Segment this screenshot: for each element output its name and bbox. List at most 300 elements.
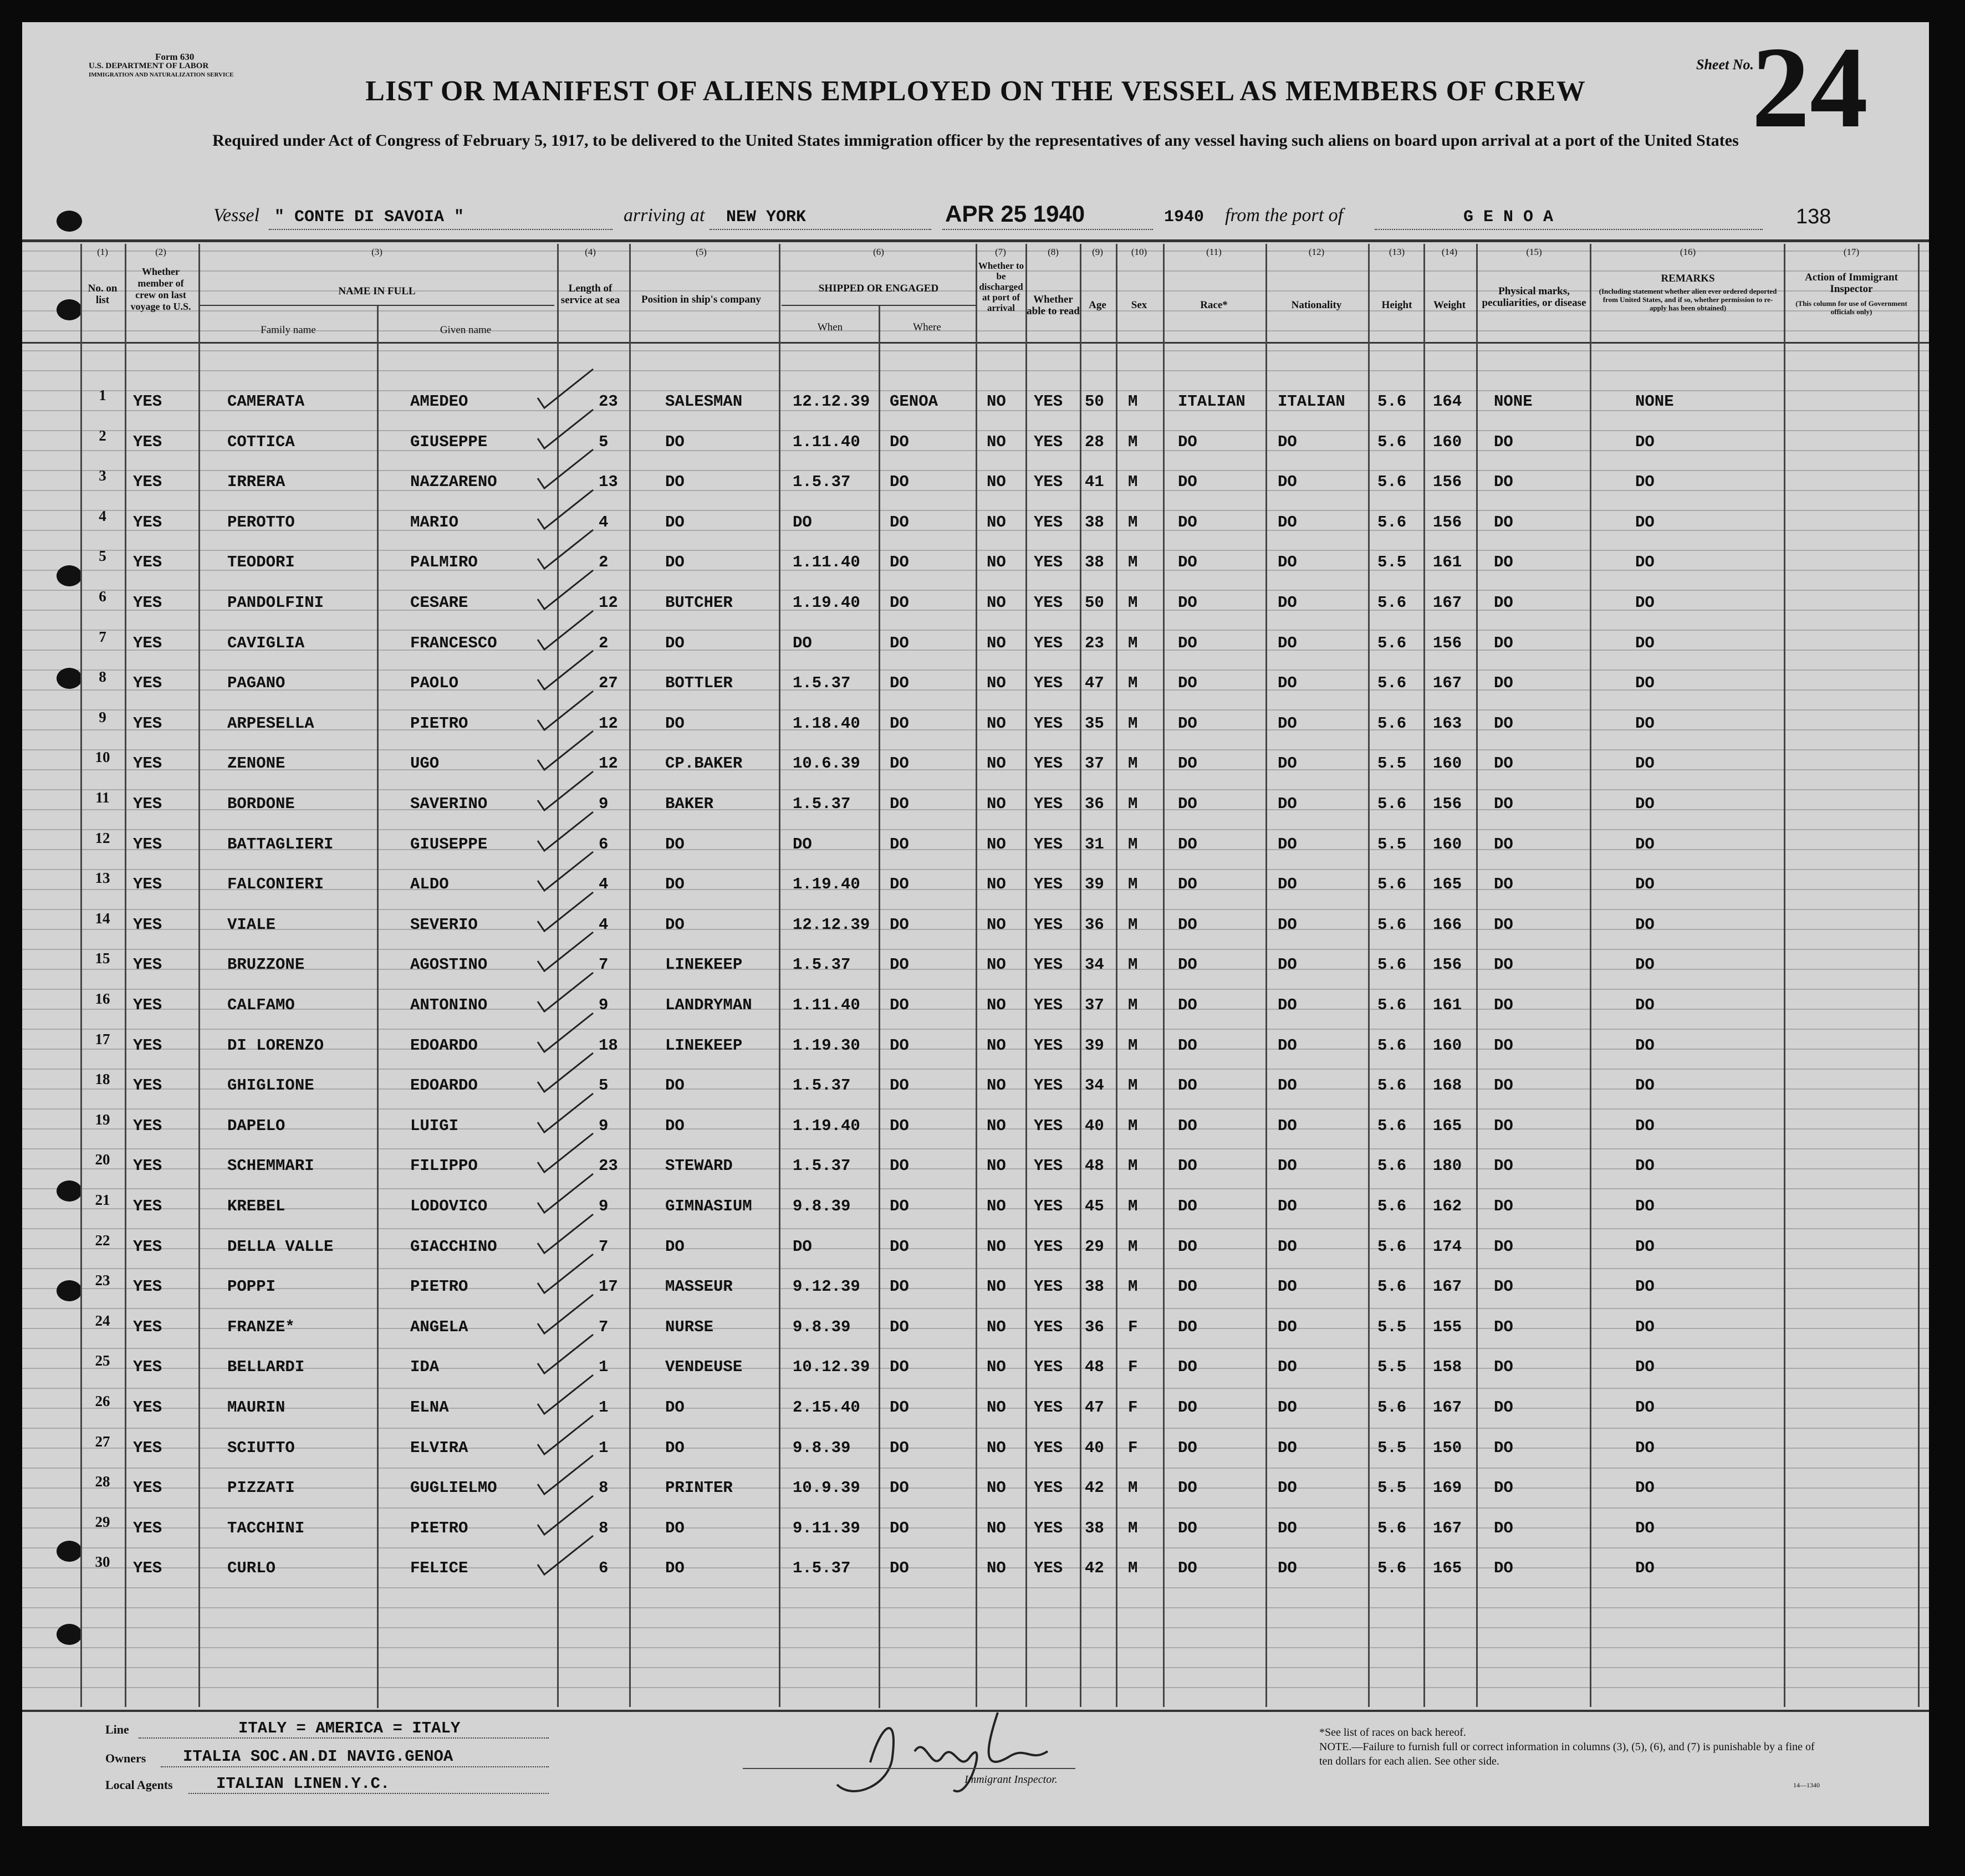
cell-service: 8 xyxy=(599,1519,609,1537)
cell-race: DO xyxy=(1178,795,1197,813)
cell-read: YES xyxy=(1034,1519,1063,1537)
cell-remarks: DO xyxy=(1635,1479,1655,1497)
cell-height: 5.6 xyxy=(1377,433,1407,451)
cell-family: DAPELO xyxy=(227,1117,285,1135)
cell-nationality: DO xyxy=(1278,674,1297,692)
cell-sex: M xyxy=(1128,875,1138,893)
cell-discharged: NO xyxy=(987,1358,1006,1376)
cell-position: LANDRYMAN xyxy=(665,996,752,1014)
cell-height: 5.6 xyxy=(1377,875,1407,893)
cell-race: DO xyxy=(1178,1559,1197,1577)
arriving-label: arriving at xyxy=(624,205,705,226)
cell-remarks: DO xyxy=(1635,1197,1655,1215)
cell-race: DO xyxy=(1178,996,1197,1014)
cell-position: DO xyxy=(665,1398,685,1417)
cell-discharged: NO xyxy=(987,553,1006,571)
cell-height: 5.5 xyxy=(1377,553,1407,571)
cell-when: 10.12.39 xyxy=(793,1358,870,1376)
cell-service: 2 xyxy=(599,634,609,652)
row-number: 5 xyxy=(99,548,106,564)
cell-read: YES xyxy=(1034,1076,1063,1095)
cell-family: BORDONE xyxy=(227,795,295,813)
cell-position: DO xyxy=(665,1117,685,1135)
row-number: 6 xyxy=(99,588,106,605)
cell-height: 5.6 xyxy=(1377,473,1407,491)
cell-when: 1.19.40 xyxy=(793,875,860,893)
cell-service: 18 xyxy=(599,1036,618,1055)
cell-read: YES xyxy=(1034,1439,1063,1457)
cell-when: 9.8.39 xyxy=(793,1197,851,1215)
cell-height: 5.6 xyxy=(1377,634,1407,652)
cell-family: FALCONIERI xyxy=(227,875,324,893)
cell-physical: DO xyxy=(1494,433,1513,451)
cell-discharged: NO xyxy=(987,1277,1006,1296)
cell-remarks: DO xyxy=(1635,1519,1655,1537)
cell-age: 34 xyxy=(1085,955,1104,974)
cell-given: ALDO xyxy=(410,875,449,893)
cell-family: POPPI xyxy=(227,1277,276,1296)
cell-discharged: NO xyxy=(987,1439,1006,1457)
cell-physical: DO xyxy=(1494,1076,1513,1095)
cell-service: 5 xyxy=(599,1076,609,1095)
cell-physical: DO xyxy=(1494,1439,1513,1457)
cell-position: DO xyxy=(665,1238,685,1256)
cell-nationality: DO xyxy=(1278,754,1297,773)
cell-family: VIALE xyxy=(227,916,276,934)
cell-sex: M xyxy=(1128,795,1138,813)
cell-height: 5.6 xyxy=(1377,1117,1407,1135)
col-number: (9) xyxy=(1092,247,1103,257)
cell-physical: DO xyxy=(1494,553,1513,571)
cell-when: 10.6.39 xyxy=(793,754,860,773)
column-line xyxy=(1368,244,1370,1707)
cell-where: DO xyxy=(890,473,909,491)
cell-race: DO xyxy=(1178,1519,1197,1537)
cell-height: 5.5 xyxy=(1377,754,1407,773)
column-line xyxy=(1265,244,1267,1707)
cell-service: 23 xyxy=(599,392,618,411)
line-label: Line xyxy=(105,1722,129,1736)
cell-service: 1 xyxy=(599,1358,609,1376)
col-number: (14) xyxy=(1441,247,1458,257)
cell-weight: 156 xyxy=(1433,795,1462,813)
column-line xyxy=(1476,244,1478,1707)
cell-read: YES xyxy=(1034,1277,1063,1296)
cell-age: 36 xyxy=(1085,916,1104,934)
cell-remarks: DO xyxy=(1635,1318,1655,1336)
row-number: 24 xyxy=(95,1312,110,1329)
header-no-on-list: No. on list xyxy=(88,283,118,306)
cell-given: LUIGI xyxy=(410,1117,459,1135)
cell-nationality: DO xyxy=(1278,1398,1297,1417)
inspector-label: Immigrant Inspector. xyxy=(964,1773,1058,1786)
cell-given: IDA xyxy=(410,1358,440,1376)
cell-discharged: NO xyxy=(987,392,1006,411)
cell-race: DO xyxy=(1178,1036,1197,1055)
owners-value: ITALIA SOC.AN.DI NAVIG.GENOA xyxy=(183,1747,453,1766)
cell-height: 5.6 xyxy=(1377,674,1407,692)
cell-service: 7 xyxy=(599,955,609,974)
cell-where: DO xyxy=(890,1398,909,1417)
cell-member: YES xyxy=(133,433,162,451)
cell-discharged: NO xyxy=(987,1398,1006,1417)
cell-family: ZENONE xyxy=(227,754,285,773)
cell-read: YES xyxy=(1034,1197,1063,1215)
row-number: 9 xyxy=(99,709,106,725)
cell-remarks: DO xyxy=(1635,955,1655,974)
header-physical: Physical marks, peculiarities, or disease xyxy=(1482,285,1586,309)
cell-physical: DO xyxy=(1494,1479,1513,1497)
punch-hole xyxy=(57,299,82,320)
cell-position: DO xyxy=(665,714,685,733)
cell-physical: DO xyxy=(1494,1238,1513,1256)
cell-read: YES xyxy=(1034,714,1063,733)
cell-age: 29 xyxy=(1085,1238,1104,1256)
col-number: (7) xyxy=(995,247,1006,257)
cell-weight: 167 xyxy=(1433,1398,1462,1417)
cell-service: 6 xyxy=(599,1559,609,1577)
row-number: 12 xyxy=(95,830,110,846)
cell-nationality: DO xyxy=(1278,1439,1297,1457)
cell-given: LODOVICO xyxy=(410,1197,488,1215)
cell-read: YES xyxy=(1034,1036,1063,1055)
cell-race: DO xyxy=(1178,1197,1197,1215)
fine-note xyxy=(1319,1740,1829,1768)
cell-sex: M xyxy=(1128,392,1138,411)
cell-discharged: NO xyxy=(987,955,1006,974)
row-number: 2 xyxy=(99,427,106,444)
cell-age: 38 xyxy=(1085,553,1104,571)
cell-given: CESARE xyxy=(410,594,468,612)
cell-service: 2 xyxy=(599,553,609,571)
cell-sex: M xyxy=(1128,996,1138,1014)
cell-discharged: NO xyxy=(987,875,1006,893)
cell-member: YES xyxy=(133,553,162,571)
cell-physical: DO xyxy=(1494,1318,1513,1336)
year: 1940 xyxy=(1164,208,1204,227)
col-number: (11) xyxy=(1206,247,1222,257)
cell-remarks: DO xyxy=(1635,1358,1655,1376)
cell-race: DO xyxy=(1178,835,1197,853)
cell-family: SCIUTTO xyxy=(227,1439,295,1457)
cell-read: YES xyxy=(1034,634,1063,652)
cell-weight: 169 xyxy=(1433,1479,1462,1497)
cell-family: CALFAMO xyxy=(227,996,295,1014)
cell-nationality: ITALIAN xyxy=(1278,392,1345,411)
cell-where: DO xyxy=(890,795,909,813)
cell-height: 5.6 xyxy=(1377,1036,1407,1055)
cell-physical: DO xyxy=(1494,1277,1513,1296)
cell-sex: F xyxy=(1128,1398,1138,1417)
cell-physical: DO xyxy=(1494,754,1513,773)
cell-sex: M xyxy=(1128,553,1138,571)
cell-member: YES xyxy=(133,1076,162,1095)
row-number: 27 xyxy=(95,1433,110,1450)
column-line xyxy=(1025,244,1027,1707)
cell-height: 5.6 xyxy=(1377,1076,1407,1095)
row-number: 26 xyxy=(95,1393,110,1409)
cell-where: DO xyxy=(890,1439,909,1457)
cell-discharged: NO xyxy=(987,1559,1006,1577)
from-port: G E N O A xyxy=(1463,208,1554,227)
row-number: 17 xyxy=(95,1031,110,1047)
cell-height: 5.6 xyxy=(1377,594,1407,612)
cell-nationality: DO xyxy=(1278,1559,1297,1577)
cell-nationality: DO xyxy=(1278,1318,1297,1336)
cell-physical: DO xyxy=(1494,1358,1513,1376)
col-number: (12) xyxy=(1308,247,1325,257)
cell-service: 8 xyxy=(599,1479,609,1497)
cell-read: YES xyxy=(1034,674,1063,692)
cell-position: DO xyxy=(665,1439,685,1457)
cell-race: DO xyxy=(1178,513,1197,531)
cell-when: 1.5.37 xyxy=(793,473,851,491)
cell-age: 42 xyxy=(1085,1559,1104,1577)
cell-member: YES xyxy=(133,754,162,773)
row-number: 20 xyxy=(95,1151,110,1168)
cell-position: LINEKEEP xyxy=(665,1036,743,1055)
cell-given: SEVERIO xyxy=(410,916,478,934)
cell-member: YES xyxy=(133,1157,162,1175)
cell-when: 10.9.39 xyxy=(793,1479,860,1497)
col-number: (16) xyxy=(1680,247,1696,257)
cell-nationality: DO xyxy=(1278,634,1297,652)
cell-discharged: NO xyxy=(987,1157,1006,1175)
cell-given: ELVIRA xyxy=(410,1439,468,1457)
cell-weight: 168 xyxy=(1433,1076,1462,1095)
cell-family: PIZZATI xyxy=(227,1479,295,1497)
cell-where: DO xyxy=(890,553,909,571)
cell-when: DO xyxy=(793,1238,812,1256)
cell-given: PIETRO xyxy=(410,1277,468,1296)
cell-age: 48 xyxy=(1085,1358,1104,1376)
cell-sex: M xyxy=(1128,1036,1138,1055)
cell-position: VENDEUSE xyxy=(665,1358,743,1376)
cell-remarks: DO xyxy=(1635,473,1655,491)
cell-weight: 165 xyxy=(1433,1559,1462,1577)
column-line xyxy=(629,244,631,1707)
cell-discharged: NO xyxy=(987,594,1006,612)
cell-where: DO xyxy=(890,1479,909,1497)
punch-hole xyxy=(57,1180,82,1202)
cell-where: DO xyxy=(890,433,909,451)
cell-height: 5.6 xyxy=(1377,714,1407,733)
cell-age: 39 xyxy=(1085,1036,1104,1055)
cell-family: COTTICA xyxy=(227,433,295,451)
cell-sex: M xyxy=(1128,1519,1138,1537)
cell-sex: M xyxy=(1128,1238,1138,1256)
cell-member: YES xyxy=(133,1358,162,1376)
cell-family: IRRERA xyxy=(227,473,285,491)
cell-sex: M xyxy=(1128,916,1138,934)
cell-position: DO xyxy=(665,553,685,571)
cell-where: DO xyxy=(890,1559,909,1577)
row-number: 18 xyxy=(95,1071,110,1087)
cell-member: YES xyxy=(133,1117,162,1135)
row-number: 30 xyxy=(95,1553,110,1570)
row-number: 23 xyxy=(95,1272,110,1289)
cell-discharged: NO xyxy=(987,795,1006,813)
row-number: 19 xyxy=(95,1111,110,1128)
cell-remarks: DO xyxy=(1635,916,1655,934)
cell-where: DO xyxy=(890,916,909,934)
cell-race: DO xyxy=(1178,1238,1197,1256)
cell-remarks: DO xyxy=(1635,513,1655,531)
cell-member: YES xyxy=(133,1519,162,1537)
cell-member: YES xyxy=(133,916,162,934)
cell-nationality: DO xyxy=(1278,1277,1297,1296)
col-number: (3) xyxy=(371,247,382,257)
cell-member: YES xyxy=(133,513,162,531)
cell-discharged: NO xyxy=(987,433,1006,451)
cell-sex: F xyxy=(1128,1318,1138,1336)
cell-race: DO xyxy=(1178,955,1197,974)
cell-age: 50 xyxy=(1085,594,1104,612)
cell-family: PAGANO xyxy=(227,674,285,692)
cell-member: YES xyxy=(133,1277,162,1296)
cell-read: YES xyxy=(1034,1398,1063,1417)
cell-remarks: DO xyxy=(1635,835,1655,853)
cell-sex: M xyxy=(1128,1479,1138,1497)
cell-discharged: NO xyxy=(987,1117,1006,1135)
cell-family: CURLO xyxy=(227,1559,276,1577)
cell-age: 38 xyxy=(1085,513,1104,531)
cell-remarks: DO xyxy=(1635,1157,1655,1175)
cell-member: YES xyxy=(133,1398,162,1417)
cell-discharged: NO xyxy=(987,473,1006,491)
cell-discharged: NO xyxy=(987,916,1006,934)
column-line xyxy=(1423,244,1425,1707)
cell-family: BATTAGLIERI xyxy=(227,835,334,853)
cell-family: ARPESELLA xyxy=(227,714,314,733)
cell-family: FRANZE* xyxy=(227,1318,295,1336)
cell-service: 5 xyxy=(599,433,609,451)
cell-discharged: NO xyxy=(987,1036,1006,1055)
cell-remarks: DO xyxy=(1635,433,1655,451)
cell-physical: DO xyxy=(1494,1157,1513,1175)
cell-when: 1.5.37 xyxy=(793,955,851,974)
cell-when: 1.19.40 xyxy=(793,594,860,612)
col-number: (6) xyxy=(873,247,884,257)
cell-weight: 165 xyxy=(1433,1117,1462,1135)
cell-where: DO xyxy=(890,955,909,974)
cell-position: CP.BAKER xyxy=(665,754,743,773)
cell-when: 12.12.39 xyxy=(793,916,870,934)
cell-given: SAVERINO xyxy=(410,795,488,813)
cell-sex: F xyxy=(1128,1358,1138,1376)
punch-hole xyxy=(57,1541,82,1562)
cell-when: 1.5.37 xyxy=(793,795,851,813)
service-name: IMMIGRATION AND NATURALIZATION SERVICE xyxy=(89,71,234,78)
punch-hole xyxy=(57,1280,82,1301)
cell-age: 45 xyxy=(1085,1197,1104,1215)
cell-sex: M xyxy=(1128,1157,1138,1175)
header-age: Age xyxy=(1089,299,1106,311)
cell-physical: DO xyxy=(1494,513,1513,531)
cell-read: YES xyxy=(1034,1117,1063,1135)
cell-nationality: DO xyxy=(1278,513,1297,531)
header-action-note: (This column for use of Government officials only) xyxy=(1795,299,1907,316)
cell-sex: M xyxy=(1128,513,1138,531)
cell-where: DO xyxy=(890,714,909,733)
col-number: (8) xyxy=(1048,247,1059,257)
cell-age: 41 xyxy=(1085,473,1104,491)
cell-race: DO xyxy=(1178,1479,1197,1497)
cell-weight: 161 xyxy=(1433,553,1462,571)
cell-read: YES xyxy=(1034,835,1063,853)
cell-read: YES xyxy=(1034,1157,1063,1175)
sheet-number: 24 xyxy=(1752,23,1868,152)
cell-remarks: DO xyxy=(1635,1238,1655,1256)
cell-given: ANTONINO xyxy=(410,996,488,1014)
cell-physical: DO xyxy=(1494,835,1513,853)
cell-read: YES xyxy=(1034,513,1063,531)
manifest-number: 138 xyxy=(1796,205,1831,228)
col-number: (10) xyxy=(1131,247,1147,257)
cell-read: YES xyxy=(1034,473,1063,491)
cell-race: DO xyxy=(1178,1277,1197,1296)
cell-family: TACCHINI xyxy=(227,1519,305,1537)
cell-read: YES xyxy=(1034,594,1063,612)
cell-remarks: DO xyxy=(1635,1076,1655,1095)
header-shipped: SHIPPED OR ENGAGED xyxy=(818,283,939,294)
cell-age: 48 xyxy=(1085,1157,1104,1175)
cell-position: DO xyxy=(665,1559,685,1577)
cell-sex: M xyxy=(1128,754,1138,773)
cell-given: PIETRO xyxy=(410,714,468,733)
cell-discharged: NO xyxy=(987,1479,1006,1497)
cell-race: DO xyxy=(1178,1157,1197,1175)
line-value: ITALY = AMERICA = ITALY xyxy=(238,1719,461,1737)
cell-family: MAURIN xyxy=(227,1398,285,1417)
cell-race: DO xyxy=(1178,1318,1197,1336)
cell-physical: DO xyxy=(1494,714,1513,733)
cell-where: DO xyxy=(890,1519,909,1537)
cell-member: YES xyxy=(133,1197,162,1215)
cell-when: 2.15.40 xyxy=(793,1398,860,1417)
cell-position: DO xyxy=(665,835,685,853)
cell-read: YES xyxy=(1034,1318,1063,1336)
cell-member: YES xyxy=(133,1318,162,1336)
cell-where: DO xyxy=(890,996,909,1014)
cell-discharged: NO xyxy=(987,634,1006,652)
row-number: 28 xyxy=(95,1473,110,1490)
cell-race: DO xyxy=(1178,634,1197,652)
cell-given: UGO xyxy=(410,754,440,773)
cell-physical: NONE xyxy=(1494,392,1533,411)
col-number: (5) xyxy=(696,247,707,257)
cell-family: GHIGLIONE xyxy=(227,1076,314,1095)
cell-height: 5.6 xyxy=(1377,795,1407,813)
header-given-name: Given name xyxy=(440,324,492,336)
page-subtitle: Required under Act of Congress of February 5, 1917, to be delivered to the United States immigration officer by the representatives of any vessel having such aliens on board upon arrival at a port of the United States xyxy=(212,131,1739,150)
cell-nationality: DO xyxy=(1278,1238,1297,1256)
cell-remarks: DO xyxy=(1635,754,1655,773)
cell-member: YES xyxy=(133,674,162,692)
cell-when: 1.18.40 xyxy=(793,714,860,733)
cell-remarks: DO xyxy=(1635,634,1655,652)
cell-weight: 158 xyxy=(1433,1358,1462,1376)
cell-age: 37 xyxy=(1085,754,1104,773)
cell-weight: 156 xyxy=(1433,473,1462,491)
cell-where: DO xyxy=(890,1157,909,1175)
cell-discharged: NO xyxy=(987,754,1006,773)
cell-given: AMEDEO xyxy=(410,392,468,411)
row-number: 16 xyxy=(95,990,110,1007)
cell-age: 38 xyxy=(1085,1277,1104,1296)
cell-when: 9.12.39 xyxy=(793,1277,860,1296)
cell-when: 12.12.39 xyxy=(793,392,870,411)
